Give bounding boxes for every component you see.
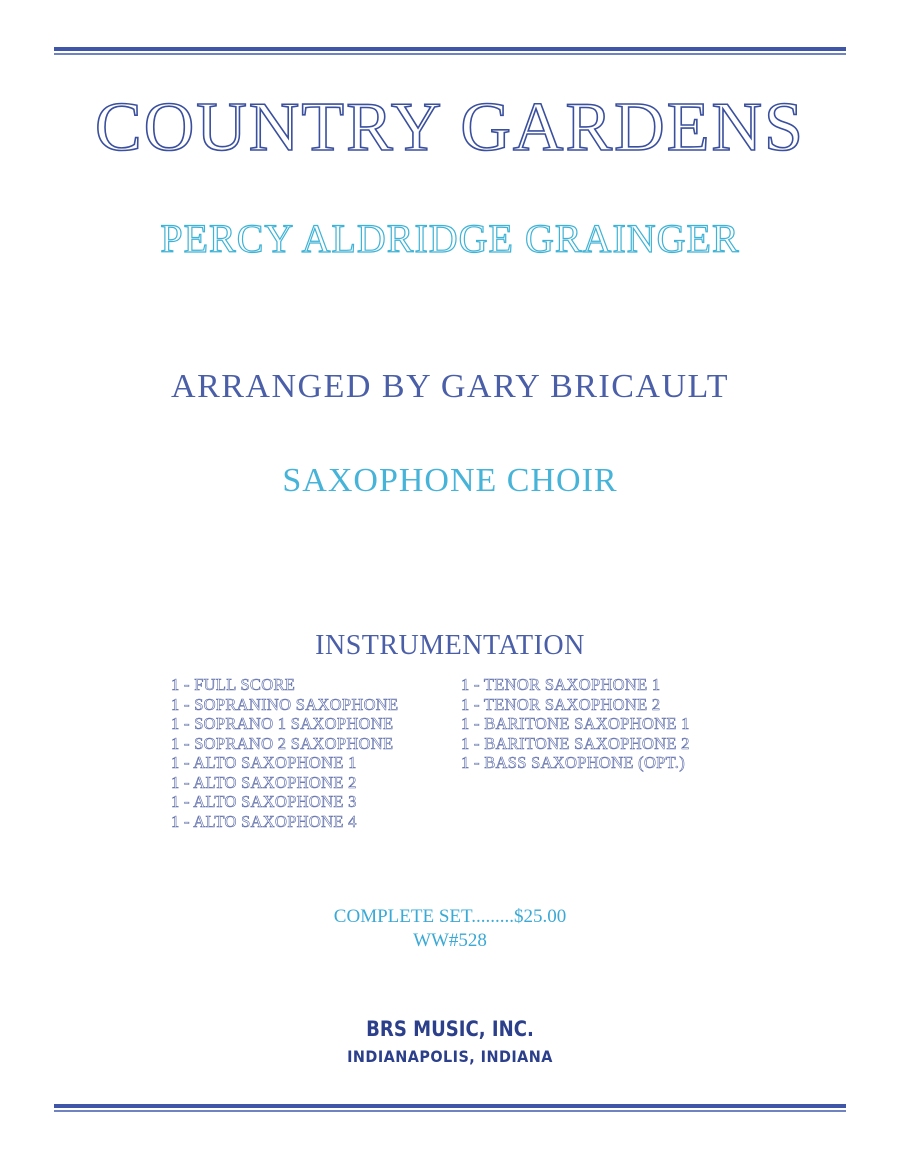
instrument-item: 1 - FULL SCORE xyxy=(171,675,296,694)
publisher-name: BRS MUSIC, INC. xyxy=(366,1017,534,1041)
ensemble-name: SAXOPHONE CHOIR xyxy=(282,462,618,499)
instrument-item: 1 - BASS SAXOPHONE (OPT.) xyxy=(461,753,686,772)
instrument-item: 1 - ALTO SAXOPHONE 2 xyxy=(171,772,357,792)
instrument-item: 1 - SOPRANO 1 SAXOPHONE xyxy=(171,714,394,733)
top-rule-thick-line xyxy=(54,47,846,51)
instrument-item: 1 - ALTO SAXOPHONE 4 xyxy=(171,811,357,831)
bottom-double-rule xyxy=(54,1104,846,1114)
publisher-location: INDIANAPOLIS, INDIANA xyxy=(347,1047,553,1066)
arranger-credit: ARRANGED BY GARY BRICAULT xyxy=(171,368,729,405)
bottom-rule-thin-line xyxy=(54,1110,846,1112)
instrumentation-list-right xyxy=(461,675,690,773)
composer-name: PERCY ALDRIDGE GRAINGER xyxy=(160,216,740,261)
instrument-item: 1 - BARITONE SAXOPHONE 2 xyxy=(461,733,690,753)
top-rule-thin-line xyxy=(54,53,846,55)
instrumentation-list-left xyxy=(171,675,398,831)
score-title: COUNTRY GARDENS xyxy=(95,89,805,166)
instrument-item: 1 - ALTO SAXOPHONE 3 xyxy=(171,792,357,811)
top-double-rule xyxy=(54,47,846,57)
instrument-item: 1 - TENOR SAXOPHONE 1 xyxy=(461,675,661,694)
instrument-item: 1 - BARITONE SAXOPHONE 1 xyxy=(461,714,690,733)
instrumentation-heading: INSTRUMENTATION xyxy=(315,630,585,661)
instrument-item: 1 - TENOR SAXOPHONE 2 xyxy=(461,694,661,714)
bottom-rule-thick-line xyxy=(54,1104,846,1108)
instrument-item: 1 - ALTO SAXOPHONE 1 xyxy=(171,753,357,772)
instrument-item: 1 - SOPRANINO SAXOPHONE xyxy=(171,694,399,714)
complete-set-price: COMPLETE SET.........$25.00 xyxy=(333,906,567,927)
catalog-number: WW#528 xyxy=(413,930,487,951)
instrument-item: 1 - SOPRANO 2 SAXOPHONE xyxy=(171,733,394,753)
